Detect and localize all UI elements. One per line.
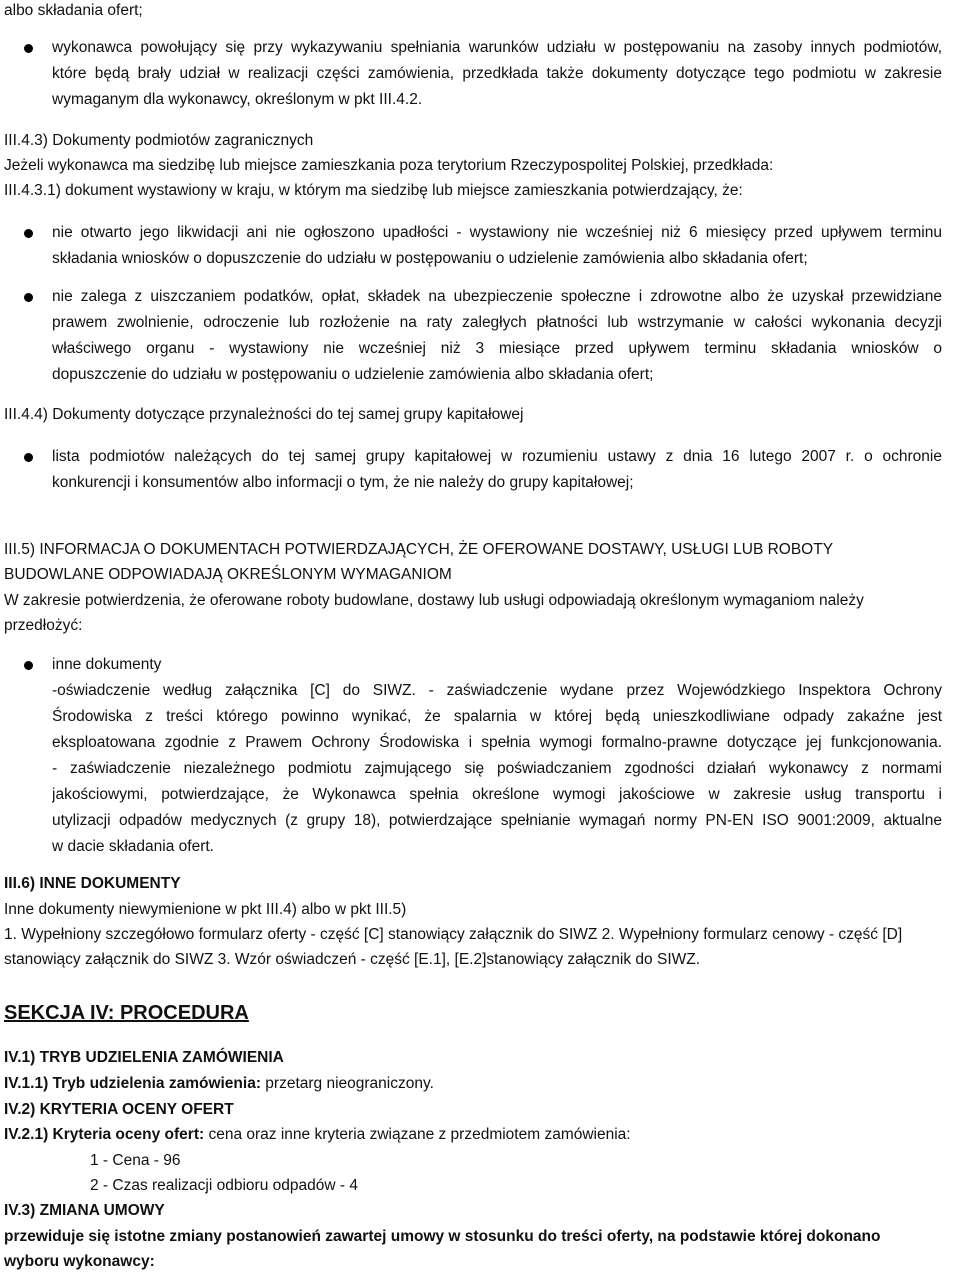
- paragraph: Inne dokumenty niewymienione w pkt III.4) albo w pkt III.5): [4, 901, 407, 918]
- field-value: cena oraz inne kryteria związane z przedmiotem zamówienia:: [204, 1126, 631, 1143]
- list-item-line: utylizacji odpadów medycznych (z grupy 18), potwierdzające spełnianie wymagań normy PN-EN ISO 9001:2009, aktualne: [52, 812, 942, 829]
- list-item-line: wymaganym dla wykonawcy, określonym w pkt III.4.2.: [52, 91, 423, 108]
- list-item-line: nie zalega z uiszczaniem podatków, opłat, składek na ubezpieczenie społeczne i zdrowotne albo że uzyskał przewidziane: [52, 288, 942, 305]
- field-value: przetarg nieograniczony.: [260, 1075, 434, 1092]
- list-item-line: dopuszczenie do udziału w postępowaniu o udzielenie zamówienia albo składania ofert;: [52, 366, 654, 383]
- paragraph: W zakresie potwierdzenia, że oferowane roboty budowlane, dostawy lub usługi odpowiadają określonym wymaganiom należy: [4, 592, 864, 609]
- bullet-icon: [24, 661, 33, 670]
- subsection-heading: IV.1) TRYB UDZIELENIA ZAMÓWIENIA: [4, 1049, 284, 1066]
- list-item-line: prawem zwolnienie, odroczenie lub rozłożenie na raty zaległych płatności lub wstrzymanie w całości wykonania decyzji: [52, 314, 942, 331]
- bullet-icon: [24, 293, 33, 302]
- paragraph: [4, 1122, 631, 1148]
- list-item-line: konkurencji i konsumentów albo informacji o tym, że nie należy do grupy kapitałowej;: [52, 474, 634, 491]
- subsection-heading: IV.3) ZMIANA UMOWY: [4, 1202, 165, 1219]
- subsection-heading: III.4.3) Dokumenty podmiotów zagranicznych: [4, 132, 314, 149]
- criterion-item: 2 - Czas realizacji odbioru odpadów - 4: [90, 1177, 358, 1194]
- bullet-icon: [24, 229, 33, 238]
- paragraph: III.4.3.1) dokument wystawiony w kraju, w którym ma siedzibę lub miejsce zamieszkania potwierdzający, że:: [4, 182, 743, 199]
- section-heading: [4, 871, 181, 897]
- list-item-line: nie otwarto jego likwidacji ani nie ogłoszono upadłości - wystawiony nie wcześniej niż 6 miesięcy przed upływem terminu: [52, 224, 942, 241]
- heading-prefix: III.: [4, 875, 22, 892]
- list-item-line: Środowiska z treści którego powinno wynikać, że spalarnia w której będą unieszkodliwiane odpady zakaźne jest: [52, 708, 942, 725]
- list-item-line: inne dokumenty: [52, 656, 162, 673]
- paragraph: wyboru wykonawcy:: [4, 1253, 155, 1270]
- paragraph: przewiduje się istotne zmiany postanowień zawartej umowy w stosunku do treści oferty, na podstawie której dokonano: [4, 1228, 881, 1245]
- list-item-line: w dacie składania ofert.: [52, 838, 214, 855]
- section-heading: BUDOWLANE ODPOWIADAJĄ OKREŚLONYM WYMAGANIOM: [4, 566, 452, 583]
- list-item-line: które będą brały udział w realizacji części zamówienia, przedkłada także dokumenty dotyczące tego podmiotu w zakresie: [52, 65, 942, 82]
- paragraph: przedłożyć:: [4, 617, 83, 634]
- paragraph: Jeżeli wykonawca ma siedzibę lub miejsce zamieszkania poza terytorium Rzeczypospolitej Polskiej, przedkłada:: [4, 157, 774, 174]
- heading-rest: 6) INNE DOKUMENTY: [21, 875, 181, 892]
- list-item-line: właściwego organu - wystawiony nie wcześniej niż 3 miesiące przed upływem terminu składania wniosków o: [52, 340, 942, 357]
- list-item-line: składania wniosków o dopuszczenie do udziału w postępowaniu o udzielenie zamówienia albo składania ofert;: [52, 250, 808, 267]
- list-item: [52, 220, 942, 272]
- field-label: IV.2.1) Kryteria oceny ofert:: [4, 1126, 205, 1143]
- list-item-line: eksploatowana zgodnie z Prawem Ochrony Środowiska i spełnia wymogi formalno-prawne dotyczące jej funkcjonowania.: [52, 734, 942, 751]
- list-item-line: lista podmiotów należących do tej samej grupy kapitałowej w rozumieniu ustawy z dnia 16 lutego 2007 r. o ochronie: [52, 448, 942, 465]
- continuation-text: albo składania ofert;: [4, 2, 143, 19]
- criterion-item: 1 - Cena - 96: [90, 1152, 181, 1169]
- field-label: IV.1.1) Tryb udzielenia zamówienia:: [4, 1075, 261, 1092]
- paragraph: 1. Wypełniony szczegółowo formularz oferty - część [C] stanowiący załącznik do SIWZ 2. Wypełniony formularz cenowy - część [D]: [4, 926, 903, 943]
- paragraph: [4, 1071, 434, 1097]
- list-item: [52, 35, 942, 113]
- list-item-line: wykonawca powołujący się przy wykazywaniu spełniania warunków udziału w postępowaniu na zasoby innych podmiotów,: [52, 39, 942, 56]
- bullet-icon: [24, 44, 33, 53]
- list-item-line: jakościowymi, potwierdzające, że Wykonawca spełnia określone wymogi jakościowe w zakresie usług transportu i: [52, 786, 942, 803]
- paragraph: stanowiący załącznik do SIWZ 3. Wzór oświadczeń - część [E.1], [E.2]stanowiący załącznik do SIWZ.: [4, 951, 701, 968]
- subsection-heading: IV.2) KRYTERIA OCENY OFERT: [4, 1101, 234, 1118]
- list-item: [52, 284, 942, 388]
- subsection-heading: III.4.4) Dokumenty dotyczące przynależności do tej samej grupy kapitałowej: [4, 406, 524, 423]
- list-item-line: - zaświadczenie niezależnego podmiotu zajmującego się poświadczaniem zgodności działań wykonawcy z normami: [52, 760, 942, 777]
- list-item: [52, 652, 942, 860]
- section-heading: III.5) INFORMACJA O DOKUMENTACH POTWIERDZAJĄCYCH, ŻE OFEROWANE DOSTAWY, USŁUGI LUB ROBOTY: [4, 541, 834, 558]
- list-item-line: -oświadczenie według załącznika [C] do SIWZ. - zaświadczenie wydane przez Wojewódzkiego Inspektora Ochrony: [52, 682, 942, 699]
- list-item: [52, 444, 942, 496]
- bullet-icon: [24, 453, 33, 462]
- section-title: SEKCJA IV: PROCEDURA: [4, 1002, 249, 1024]
